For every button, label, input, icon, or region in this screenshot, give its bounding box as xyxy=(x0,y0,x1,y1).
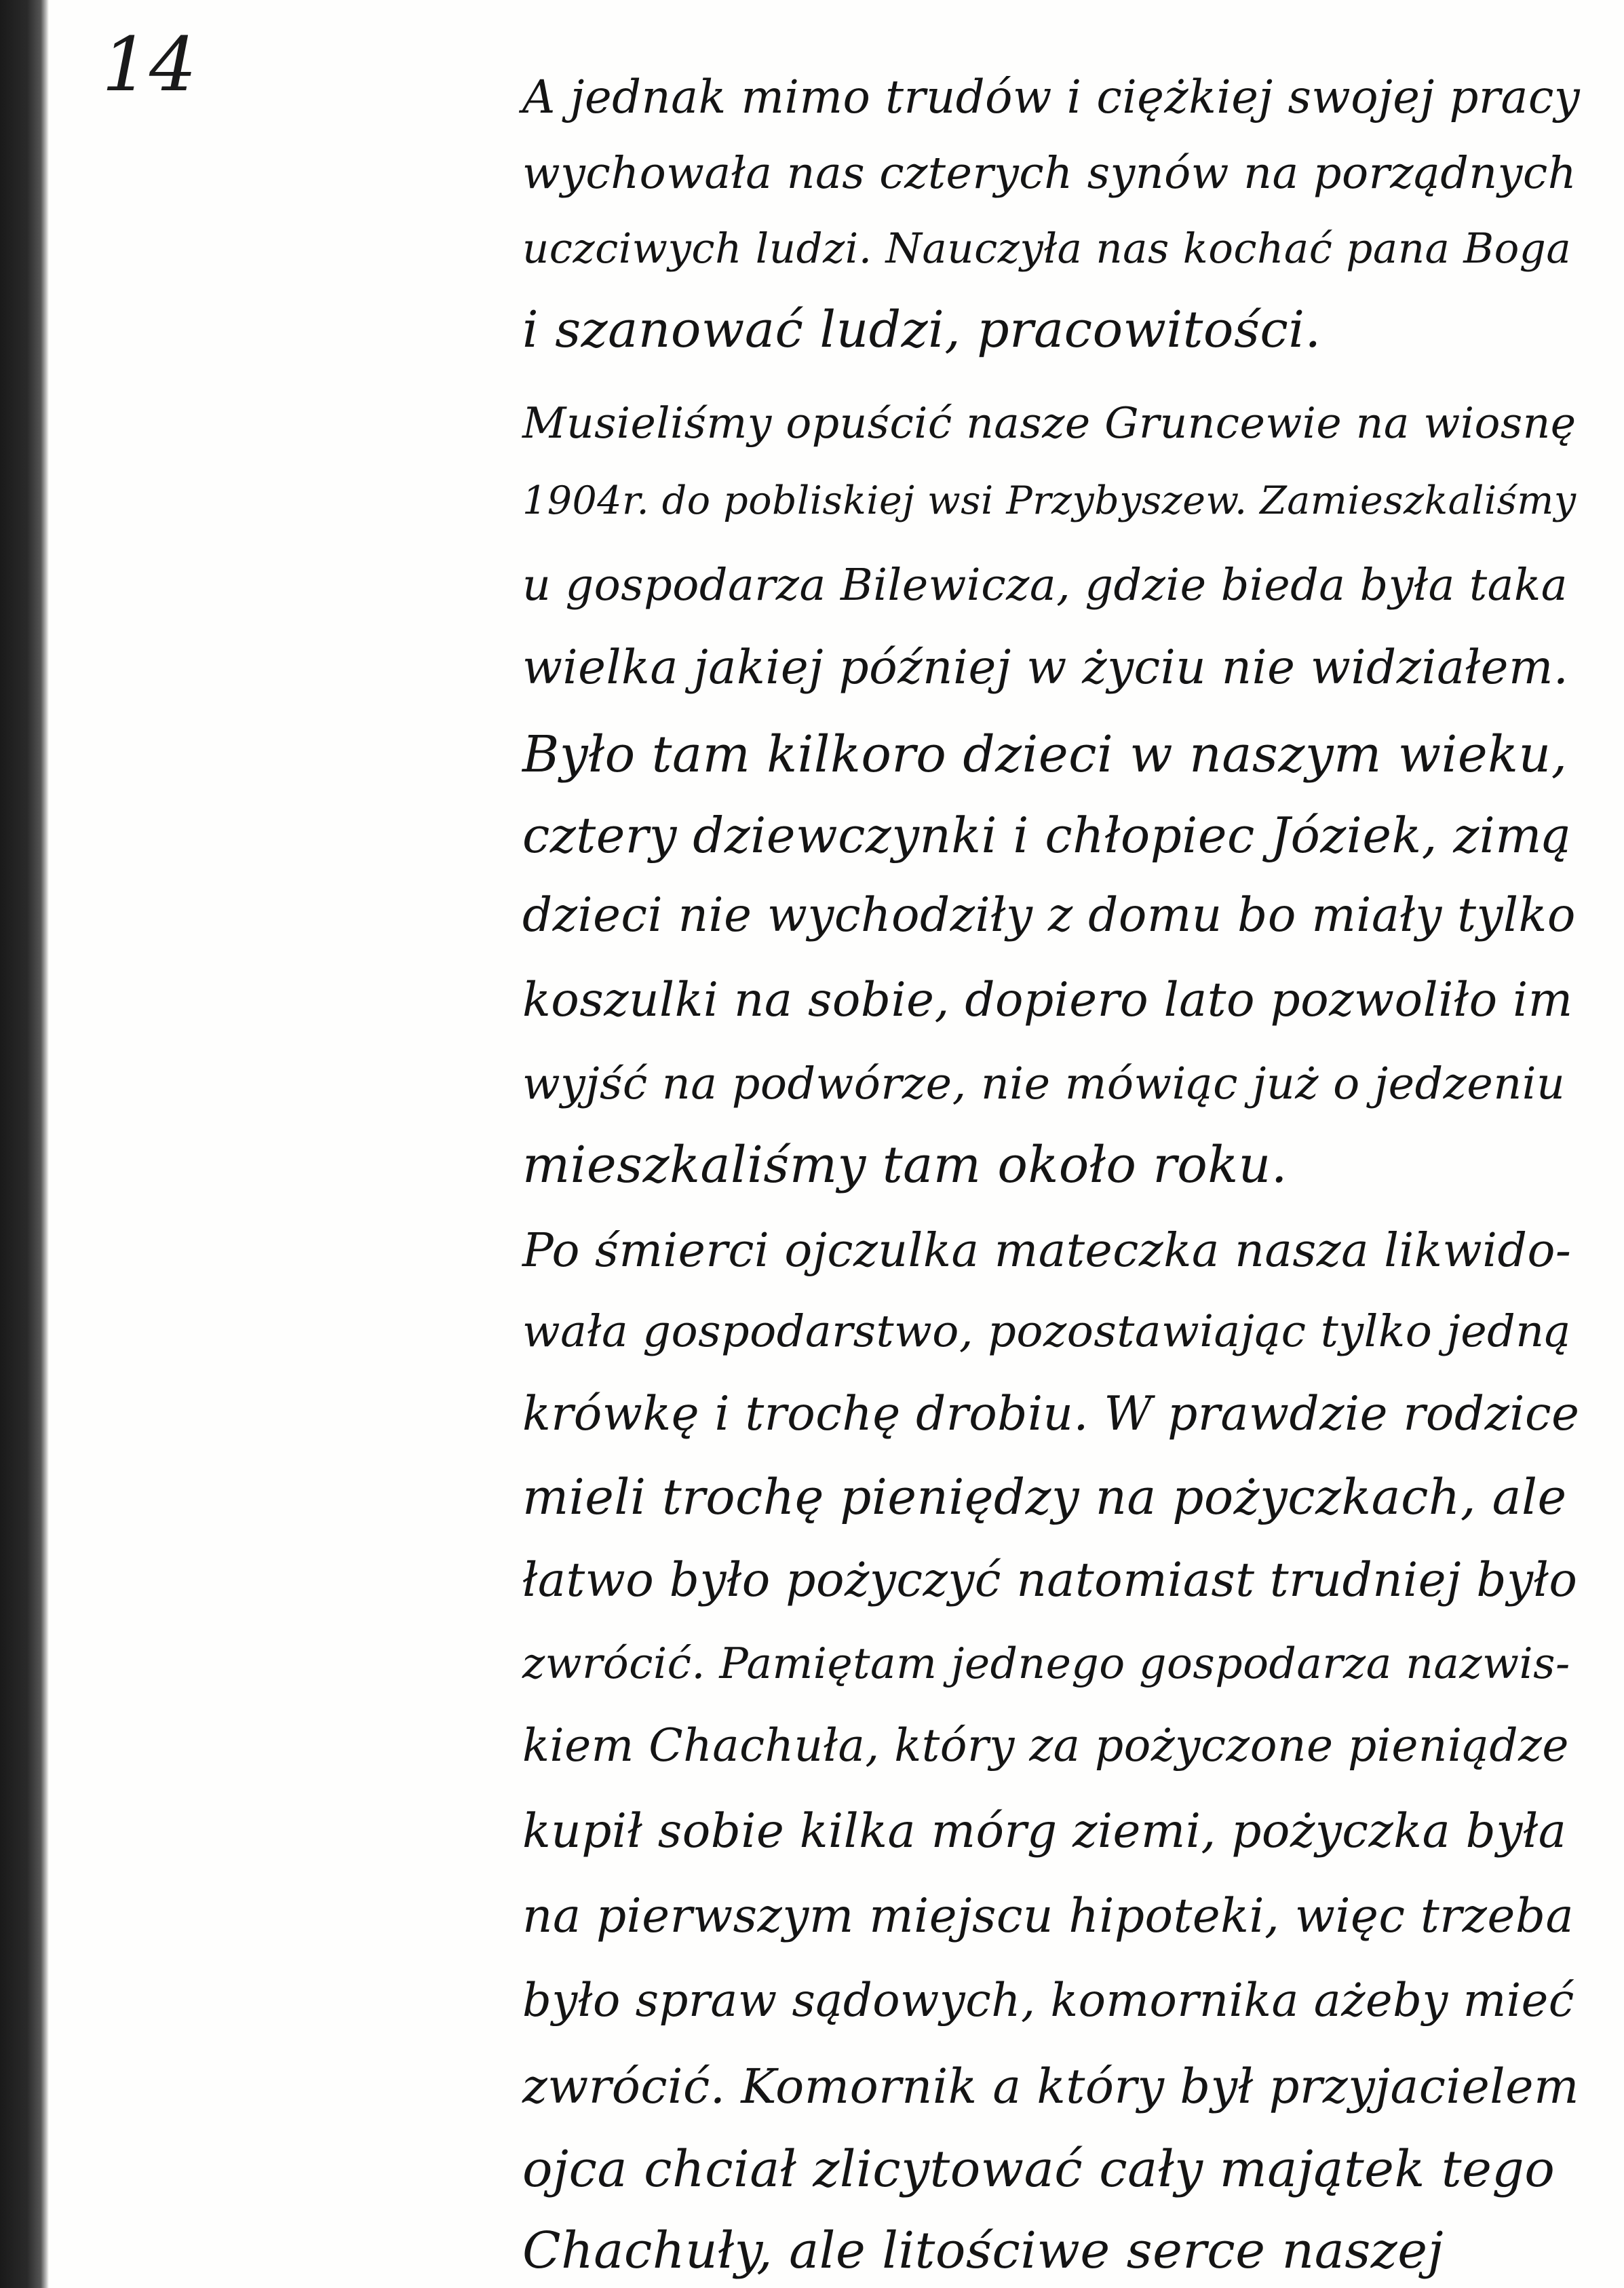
book-binding-edge xyxy=(0,0,49,2288)
text-line: Musieliśmy opuścić nasze Gruncewie na wiosnę xyxy=(522,398,1577,448)
text-line: na pierwszym miejscu hipoteki, więc trzeba xyxy=(522,1889,1574,1943)
text-line: wyjść na podwórze, nie mówiąc już o jedzeniu xyxy=(522,1059,1566,1109)
text-line: kiem Chachuła, który za pożyczone pieniądze xyxy=(522,1719,1569,1772)
text-line: zwrócić. Komornik a który był przyjacielem xyxy=(522,2059,1579,2114)
text-line: Chachuły, ale litościwe serce naszej xyxy=(522,2222,1444,2280)
text-line: uczciwych ludzi. Nauczyła nas kochać pana Boga xyxy=(522,225,1572,273)
text-line: kupił sobie kilka mórg ziemi, pożyczka była xyxy=(522,1804,1567,1858)
text-line: wała gospodarstwo, pozostawiając tylko jedną xyxy=(522,1306,1571,1357)
text-line: było spraw sądowych, komornika ażeby mieć xyxy=(522,1974,1574,2027)
text-line: i szanować ludzi, pracowitości. xyxy=(522,301,1321,359)
text-line: krówkę i trochę drobiu. W prawdzie rodzice xyxy=(522,1387,1580,1441)
text-line: Było tam kilkoro dzieci w naszym wieku, xyxy=(522,725,1568,784)
text-line: koszulki na sobie, dopiero lato pozwoliło im xyxy=(522,973,1573,1027)
text-line: łatwo było pożyczyć natomiast trudniej było xyxy=(522,1553,1578,1607)
text-line: dzieci nie wychodziły z domu bo miały tylko xyxy=(522,888,1576,942)
text-line: Po śmierci ojczulka mateczka nasza likwido- xyxy=(522,1224,1572,1278)
text-line: zwrócić. Pamiętam jednego gospodarza nazwis- xyxy=(522,1639,1570,1688)
page-number: 14 xyxy=(102,21,197,108)
text-line: 1904r. do pobliskiej wsi Przybyszew. Zamieszkaliśmy xyxy=(522,478,1577,523)
text-line: mieli trochę pieniędzy na pożyczkach, ale xyxy=(522,1468,1567,1525)
text-line: cztery dziewczynki i chłopiec Józiek, zimą xyxy=(522,807,1572,864)
text-line: wychowała nas czterych synów na porządnych xyxy=(522,148,1577,199)
text-line: ojca chciał zlicytować cały majątek tego xyxy=(522,2140,1555,2198)
text-line: wielka jakiej później w życiu nie widziałem. xyxy=(522,641,1569,695)
text-line: u gospodarza Bilewicza, gdzie bieda była taka xyxy=(522,560,1568,611)
text-line: mieszkaliśmy tam około roku. xyxy=(522,1136,1288,1194)
text-line: A jednak mimo trudów i ciężkiej swojej pracy xyxy=(522,71,1581,123)
